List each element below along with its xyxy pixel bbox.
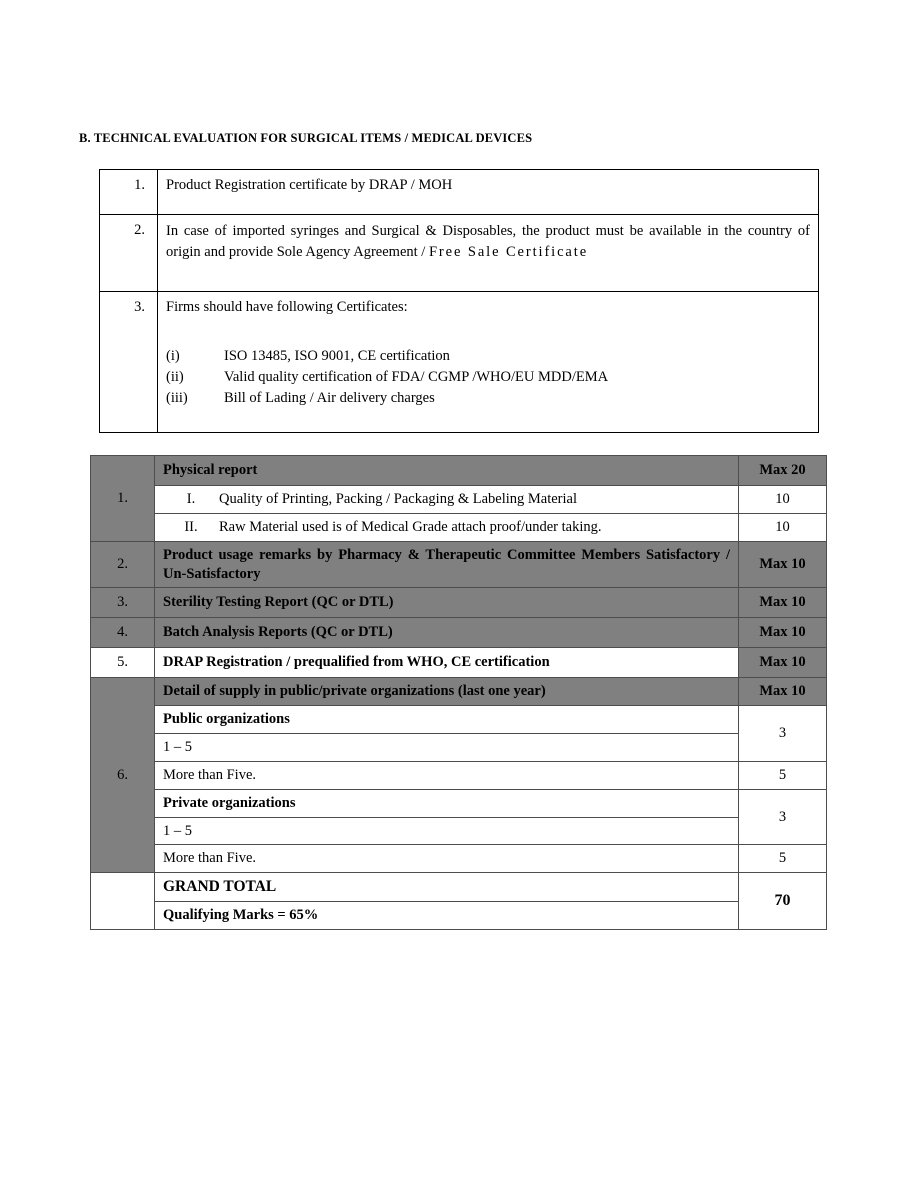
list-text: ISO 13485, ISO 9001, CE certification [224,348,450,364]
requirement-text: Firms should have following Certificates: [158,292,819,341]
requirement-text-spaced: Free Sale Certificate [428,243,589,260]
row-marks: 3 [739,706,827,762]
row-marks: 10 [739,513,827,541]
row-marks: 10 [739,486,827,514]
table-row [91,588,827,618]
sub-marker: I. [186,491,196,507]
row-marks: Max 10 [739,648,827,678]
table-row [100,292,819,341]
row-description: Public organizations [155,706,739,734]
row-description: 1 – 5 [155,817,739,845]
row-number: 1. [91,456,155,542]
row-marks: Max 10 [739,588,827,618]
requirement-text: Product Registration certificate by DRAP / MOH [158,170,819,215]
list-item [166,367,810,388]
row-description: More than Five. [155,845,739,873]
list-marker: (i) [166,348,180,364]
scoring-table [90,455,827,930]
row-number: 6. [91,678,155,873]
table-row [91,618,827,648]
list-item [166,346,810,367]
requirement-text-main: In case of imported syringes and Surgical & Disposables, the product must be available in the country of origin and provide Sole Agency Agreement / [166,223,810,260]
table-row [91,734,827,762]
table-row [91,456,827,486]
list-item [166,388,810,409]
requirement-text [158,215,819,292]
row-marks: Max 10 [739,618,827,648]
page-title: B. TECHNICAL EVALUATION FOR SURGICAL ITEMS / MEDICAL DEVICES [79,131,533,145]
row-description: Product usage remarks by Pharmacy & Therapeutic Committee Members Satisfactory / Un-Satisfactory [155,541,739,588]
table-row [91,902,827,930]
requirement-number: 1. [100,170,158,215]
row-description [155,513,739,541]
requirements-table [99,169,819,433]
requirement-number: 2. [100,215,158,292]
sub-text: Raw Material used is of Medical Grade attach proof/under taking. [219,518,602,535]
row-description: Detail of supply in public/private organizations (last one year) [155,678,739,706]
list-marker: (ii) [166,369,184,386]
table-row [91,513,827,541]
row-description: Sterility Testing Report (QC or DTL) [155,588,739,618]
row-number: 4. [91,618,155,648]
table-row [91,648,827,678]
row-marks: 3 [739,789,827,845]
grand-total-label: GRAND TOTAL [155,873,739,902]
row-description [155,486,739,514]
row-marks: 5 [739,761,827,789]
table-row [91,845,827,873]
table-row [91,789,827,817]
row-number: 5. [91,648,155,678]
row-marks: 5 [739,845,827,873]
row-description: Batch Analysis Reports (QC or DTL) [155,618,739,648]
table-row [91,678,827,706]
certificate-list-cell [158,340,819,433]
sub-text: Quality of Printing, Packing / Packaging & Labeling Material [219,491,577,507]
row-marks: Max 20 [739,456,827,486]
table-row-grand-total [91,873,827,902]
row-description: Physical report [155,456,739,486]
row-number: 2. [91,541,155,588]
requirement-number: 3. [100,292,158,341]
list-text: Bill of Lading / Air delivery charges [224,390,435,407]
grand-total-number-blank [91,873,155,930]
row-description: DRAP Registration / prequalified from WHO, CE certification [155,648,739,678]
table-row [91,706,827,734]
list-text: Valid quality certification of FDA/ CGMP /WHO/EU MDD/EMA [224,369,609,386]
sub-marker: II. [184,518,198,535]
requirement-number-blank [100,340,158,433]
table-row [100,215,819,292]
table-row [91,541,827,588]
row-marks: Max 10 [739,678,827,706]
qualifying-marks-label: Qualifying Marks = 65% [155,902,739,930]
certificate-list [166,346,810,409]
row-description: Private organizations [155,789,739,817]
table-row [100,170,819,215]
row-description: 1 – 5 [155,734,739,762]
table-row [91,761,827,789]
list-marker: (iii) [166,390,188,407]
table-row [100,340,819,433]
row-marks: Max 10 [739,541,827,588]
row-description: More than Five. [155,761,739,789]
row-number: 3. [91,588,155,618]
table-row [91,486,827,514]
grand-total-value: 70 [739,873,827,930]
table-row [91,817,827,845]
